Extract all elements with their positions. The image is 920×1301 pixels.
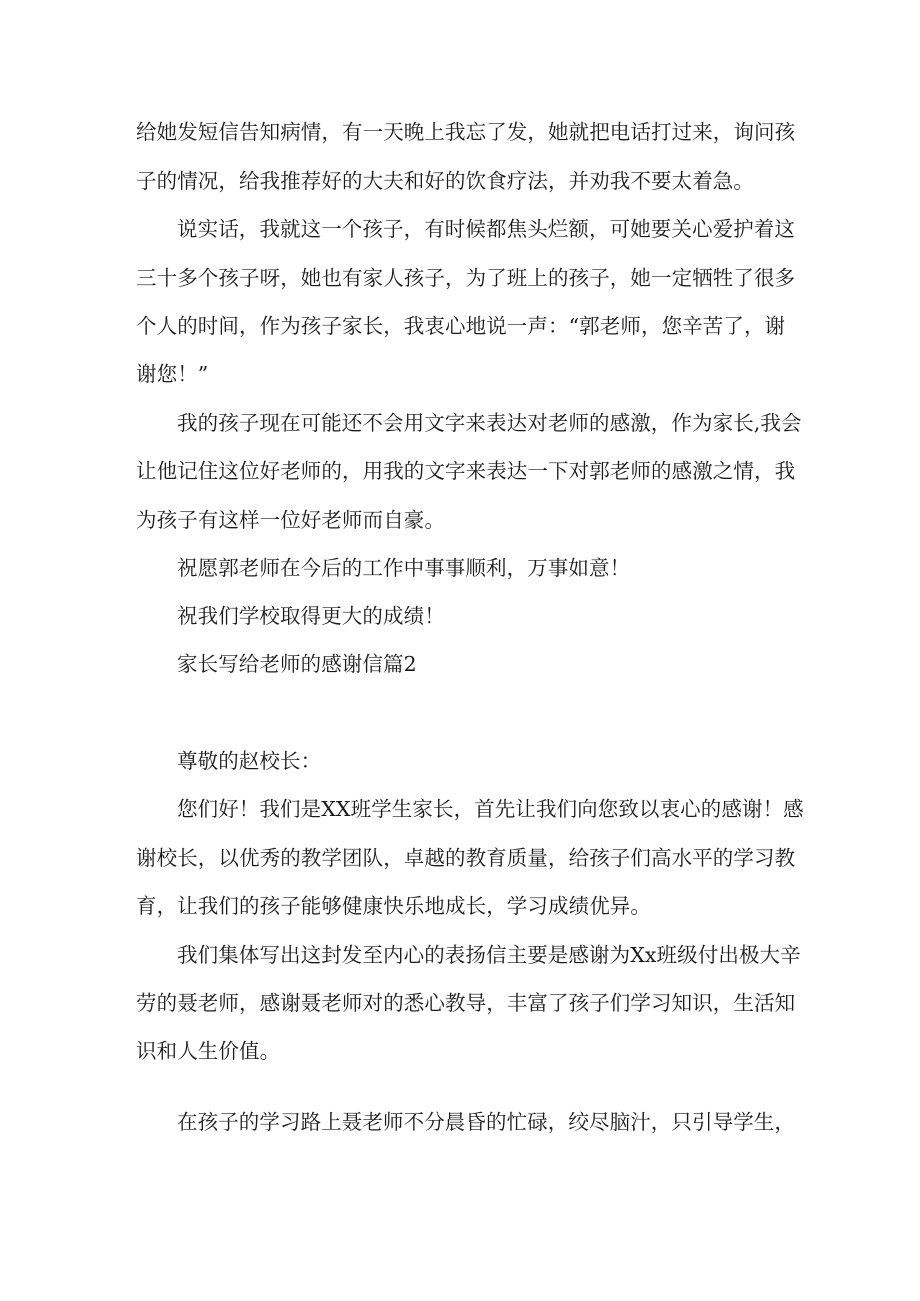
text-line: 为孩子有这样一位好老师而自豪。 xyxy=(136,508,445,532)
text-line: 祝愿郭老师在今后的工作中事事顺利，万事如意！ xyxy=(177,556,631,580)
text-line: 我们集体写出这封发至内心的表扬信主要是感谢为Xx班级付出极大辛 xyxy=(177,943,801,967)
salutation: 尊敬的赵校长： xyxy=(177,749,322,773)
text-line: 祝我们学校取得更大的成绩！ xyxy=(177,604,445,628)
text-line: 谢校长，以优秀的教学团队，卓越的教育质量，给孩子们高水平的学习教 xyxy=(136,846,796,870)
text-line: 识和人生价值。 xyxy=(136,1039,281,1063)
text-line: 给她发短信告知病情，有一天晚上我忘了发，她就把电话打过来，询问孩 xyxy=(136,120,796,144)
text-line: 三十多个孩子呀，她也有家人孩子，为了班上的孩子，她一定牺牲了很多 xyxy=(136,266,796,290)
text-line: 育，让我们的孩子能够健康快乐地成长，学习成绩优异。 xyxy=(136,894,651,918)
text-line: 谢您！” xyxy=(136,362,209,386)
text-line: 劳的聂老师，感谢聂老师对的悉心教导，丰富了孩子们学习知识，生活知 xyxy=(136,991,796,1015)
text-line: 让他记住这位好老师的，用我的文字来表达一下对郭老师的感激之情，我 xyxy=(136,459,796,483)
section-heading: 家长写给老师的感谢信篇2 xyxy=(177,652,417,676)
text-line: 个人的时间，作为孩子家长，我衷心地说一声：“郭老师，您辛苦了，谢 xyxy=(136,314,786,338)
text-line: 说实话，我就这一个孩子，有时候都焦头烂额，可她要关心爱护着这 xyxy=(177,217,795,241)
text-line: 在孩子的学习路上聂老师不分晨昏的忙碌，绞尽脑汁，只引导学生， xyxy=(177,1110,795,1134)
text-line: 您们好！我们是XX班学生家长，首先让我们向您致以衷心的感谢！感 xyxy=(177,797,804,821)
text-line: 子的情况，给我推荐好的大夫和好的饮食疗法，并劝我不要太着急。 xyxy=(136,169,754,193)
text-line: 我的孩子现在可能还不会用文字来表达对老师的感激，作为家长,我会 xyxy=(177,411,802,435)
